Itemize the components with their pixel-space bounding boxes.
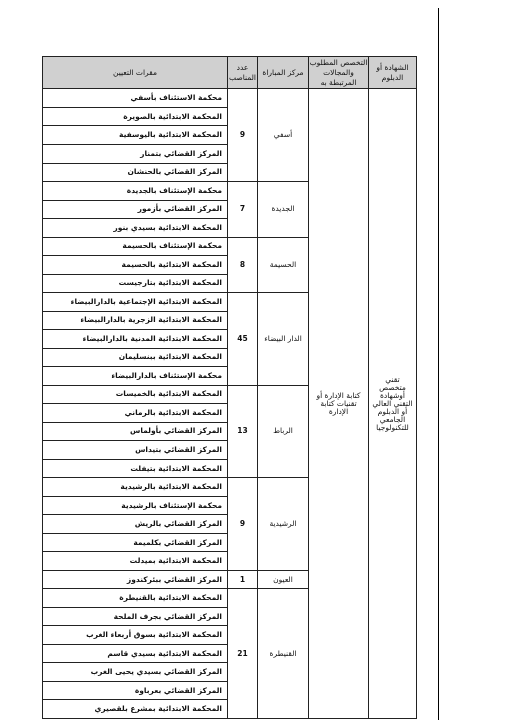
seat-cell: المركز القضائي بالحنشان: [43, 163, 228, 182]
seat-cell: المركز القضائي بتمنار: [43, 144, 228, 163]
header-seats: مقرات التعيين: [43, 57, 228, 89]
seat-cell: محكمة الإستئناف بالجديدة: [43, 182, 228, 201]
page-margin-rule: [438, 8, 439, 720]
postings-table-body: [43, 57, 417, 719]
degree-cell: تقني متخصص أوشهادة التقني العالي أو الدبلوم الجامعي للتكنولوجيا: [369, 89, 417, 719]
seat-cell: المركز القضائي بسيدي يحيى الغرب: [43, 663, 228, 682]
seat-cell: المحكمة الابتدائية بالرشيدية: [43, 478, 228, 497]
center-cell: الرباط: [258, 385, 309, 478]
center-cell: القنيطرة: [258, 589, 309, 719]
seat-cell: المحكمة الابتدائية بتيفلت: [43, 459, 228, 478]
seat-cell: المركز القضائي بجرف الملحة: [43, 607, 228, 626]
seat-cell: المحكمة الابتدائية بميدلت: [43, 552, 228, 571]
count-cell: 13: [228, 385, 258, 478]
seat-cell: محكمة الإستئناف بالحسيمة: [43, 237, 228, 256]
count-cell: 45: [228, 293, 258, 386]
seat-cell: المحكمة الابتدائية ببنسليمان: [43, 348, 228, 367]
count-cell: 9: [228, 478, 258, 571]
specialty-cell: كتابة الإدارة أو تقنيات كتابة الإدارة: [309, 89, 369, 719]
postings-table: [42, 56, 417, 719]
center-cell: الحسيمة: [258, 237, 309, 293]
center-cell: الجديدة: [258, 182, 309, 238]
seat-cell: محكمة الإستئناف بالدارالبيضاء: [43, 367, 228, 386]
seat-cell: المحكمة الابتدائية المدنية بالدارالبيضاء: [43, 330, 228, 349]
seat-cell: المحكمة الابتدائية بالصويرة: [43, 107, 228, 126]
count-cell: 21: [228, 589, 258, 719]
seat-cell: المحكمة الابتدائية بسيدي قاسم: [43, 644, 228, 663]
center-cell: الدار البيضاء: [258, 293, 309, 386]
seat-cell: المحكمة الابتدائية بسيدي بنور: [43, 219, 228, 238]
seat-cell: المركز القضائي بتيداس: [43, 441, 228, 460]
header-center: مركز المباراة: [258, 57, 309, 89]
header-count: عدد المناصب: [228, 57, 258, 89]
count-cell: 9: [228, 89, 258, 182]
seat-cell: المحكمة الابتدائية بالحسيمة: [43, 256, 228, 275]
header-specialty: التخصص المطلوب والمجالات المرتبطة به: [309, 57, 369, 89]
seat-cell: المركز القضائي بأولماس: [43, 422, 228, 441]
header-row: [43, 57, 417, 89]
seat-cell: المحكمة الابتدائية الزجرية بالدارالبيضاء: [43, 311, 228, 330]
seat-cell: المحكمة الابتدائية بتارجيست: [43, 274, 228, 293]
seat-cell: المركز القضائي بعرباوة: [43, 681, 228, 700]
center-cell: أسفي: [258, 89, 309, 182]
seat-cell: محكمة الاستئناف بأسفي: [43, 89, 228, 108]
seat-cell: المركز القضائي بكلميمة: [43, 533, 228, 552]
seat-cell: المحكمة الابتدائية بالقنيطرة: [43, 589, 228, 608]
seat-cell: المركز القضائي ببئركندوز: [43, 570, 228, 589]
seat-cell: محكمة الإستئناف بالرشيدية: [43, 496, 228, 515]
seat-cell: المحكمة الابتدائية بالخميسات: [43, 385, 228, 404]
count-cell: 8: [228, 237, 258, 293]
seat-cell: المحكمة الابتدائية باليوسفية: [43, 126, 228, 145]
count-cell: 7: [228, 182, 258, 238]
header-degree: الشهادة أو الدبلوم: [369, 57, 417, 89]
seat-cell: المحكمة الابتدائية بالرماني: [43, 404, 228, 423]
count-cell: 1: [228, 570, 258, 589]
table-row: [43, 89, 417, 108]
seat-cell: المحكمة الابتدائية الإجتماعية بالدارالبيضاء: [43, 293, 228, 312]
seat-cell: المحكمة الابتدائية بسوق أربعاء الغرب: [43, 626, 228, 645]
center-cell: العيون: [258, 570, 309, 589]
seat-cell: المحكمة الابتدائية بمشرع بلقصيري: [43, 700, 228, 719]
seat-cell: المركز القضائي بالريش: [43, 515, 228, 534]
seat-cell: المركز القضائي بأزمور: [43, 200, 228, 219]
center-cell: الرشيدية: [258, 478, 309, 571]
